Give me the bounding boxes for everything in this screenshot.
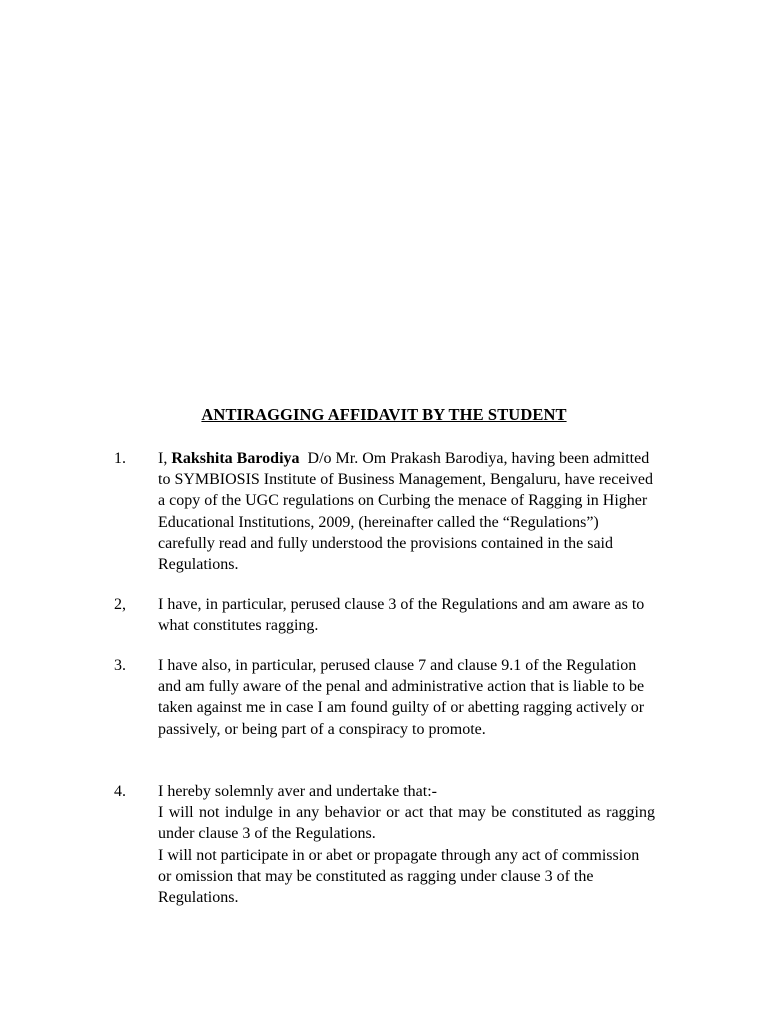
item-prefix: I,	[158, 450, 168, 467]
item-number: 2,	[114, 596, 126, 613]
item-body: I have also, in particular, perused clause 7 and clause 9.1 of the Regulation and am fully aware of the penal and administrative action that is liable to be taken against me in case I am found guilty of or abetting ragging actively or passively, or being part of a conspiracy to promote.	[158, 657, 645, 738]
item-number: 3.	[114, 657, 126, 674]
item-number: 1.	[114, 450, 126, 467]
item-clause-a: I will not indulge in any behavior or act that may be constituted as ragging under clause 3 of the Regulations.	[158, 804, 655, 843]
item-number: 4.	[114, 783, 126, 800]
item-body: D/o Mr. Om Prakash Barodiya, having been admitted to SYMBIOSIS Institute of Business Management, Bengaluru, have received a copy of the UGC regulations on Curbing the menace of Ragging in Higher Educational Institutions, 2009, (hereinafter called the “Regulations”) carefully read and fully understood the provisions contained in the said Regulations.	[158, 450, 654, 574]
item-text	[158, 655, 655, 740]
document-title: ANTIRAGGING AFFIDAVIT BY THE STUDENT	[201, 405, 567, 424]
student-name: Rakshita Barodiya	[171, 450, 300, 467]
item-text	[158, 781, 655, 908]
item-text	[158, 594, 655, 636]
item-body: I have, in particular, perused clause 3 of the Regulations and am aware as to what constitutes ragging.	[158, 596, 645, 635]
item-intro: I hereby solemnly aver and undertake that:-	[158, 783, 437, 800]
item-text	[158, 448, 655, 575]
item-clause-b: I will not participate in or abet or propagate through any act of commission or omission that may be constituted as ragging under clause 3 of the Regulations.	[158, 846, 640, 907]
